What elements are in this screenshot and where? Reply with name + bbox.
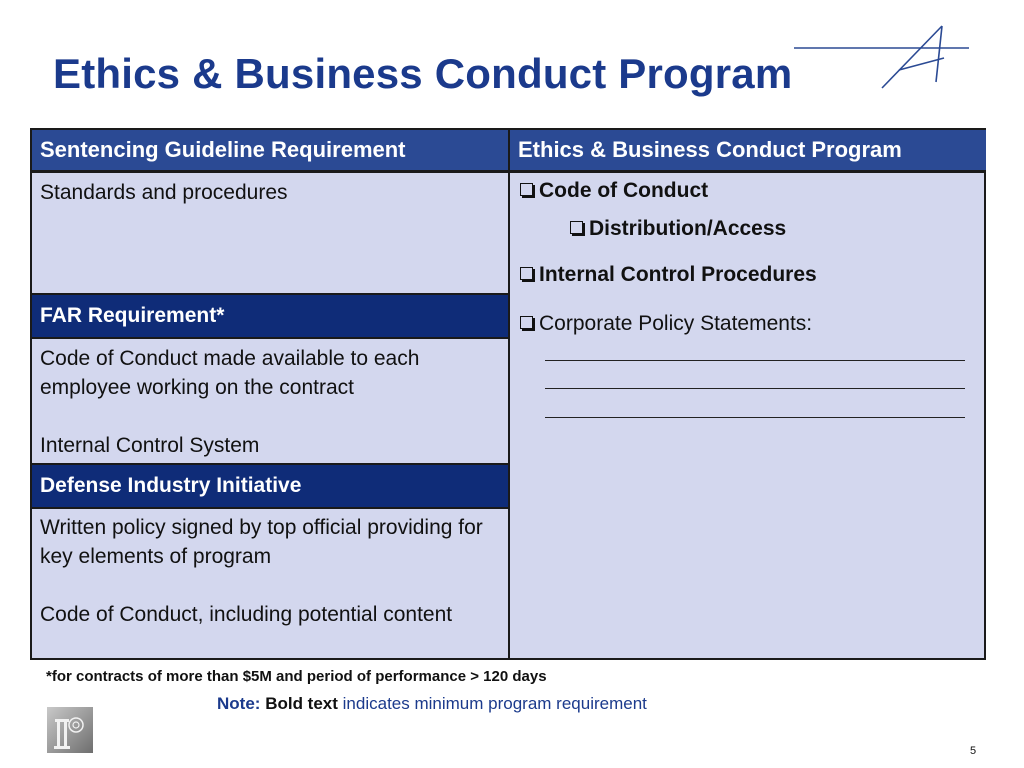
far-code-of-conduct-text: Code of Conduct made available to each employee working on the contract xyxy=(40,347,420,399)
note-rest: indicates minimum program requirement xyxy=(342,694,647,713)
checkbox-bullet-icon xyxy=(520,267,533,280)
page-number: 5 xyxy=(970,745,977,757)
header-program: Ethics & Business Conduct Program xyxy=(510,130,986,170)
checkbox-bullet-icon xyxy=(520,183,533,196)
blank-line xyxy=(545,417,965,418)
program-item-distribution: Distribution/Access xyxy=(570,216,786,242)
dii-written-policy-text: Written policy signed by top official providing for key elements of program xyxy=(40,516,483,568)
program-item-internal-control: Internal Control Procedures xyxy=(520,262,817,288)
checkbox-bullet-icon xyxy=(570,221,583,234)
dii-code-of-conduct-text: Code of Conduct, including potential content xyxy=(40,603,453,626)
far-internal-control-text: Internal Control System xyxy=(40,434,260,457)
dii-cell xyxy=(40,513,500,629)
checkbox-bullet-icon xyxy=(520,316,533,329)
program-item-code-of-conduct: Code of Conduct xyxy=(520,178,708,204)
note-line xyxy=(217,694,647,714)
requirements-table xyxy=(30,128,986,660)
blank-line xyxy=(545,388,965,389)
far-requirement-header: FAR Requirement* xyxy=(32,295,508,337)
note-bold-text: Bold text xyxy=(265,694,338,713)
blank-line xyxy=(545,360,965,361)
slide-title: Ethics & Business Conduct Program xyxy=(53,50,793,97)
row-divider xyxy=(32,337,508,339)
note-label: Note: xyxy=(217,694,261,713)
footnote: *for contracts of more than $5M and period of performance > 120 days xyxy=(46,668,547,685)
star-logo-icon xyxy=(784,22,974,92)
program-item-policy-statements: Corporate Policy Statements: xyxy=(520,311,812,337)
sentencing-cell: Standards and procedures xyxy=(40,181,288,204)
header-sentencing: Sentencing Guideline Requirement xyxy=(32,130,508,170)
dii-header: Defense Industry Initiative xyxy=(32,465,508,507)
row-divider xyxy=(32,507,508,509)
far-cell xyxy=(40,344,500,460)
column-divider xyxy=(508,130,510,658)
pillar-logo-icon xyxy=(47,707,93,753)
